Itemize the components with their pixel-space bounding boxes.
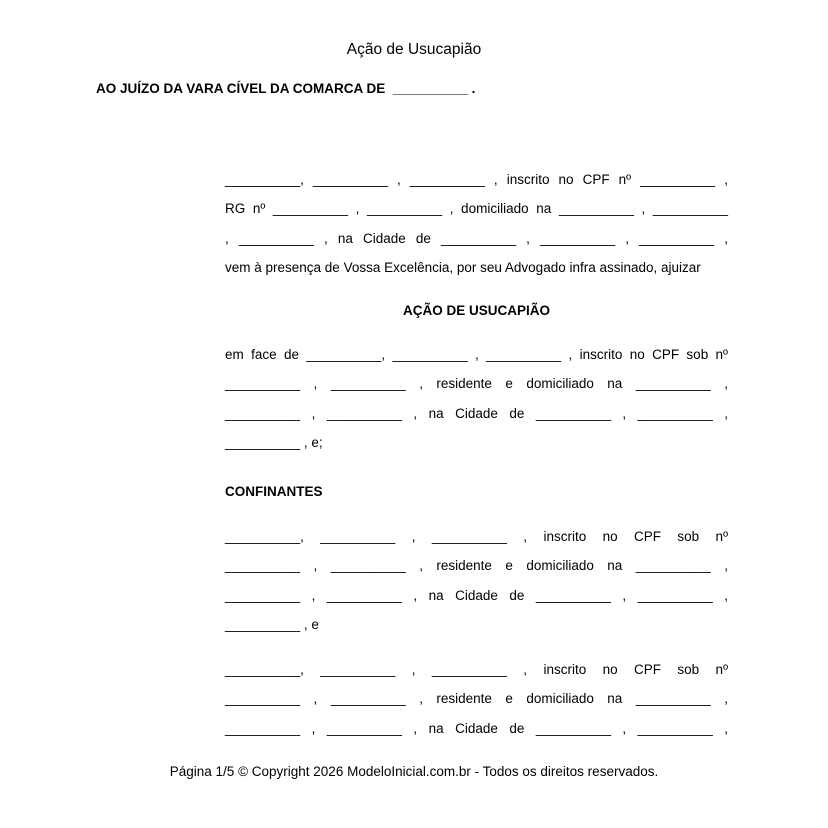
paragraph-line: , __________ , na Cidade de __________ , __________ , __________ ,	[225, 230, 728, 246]
paragraph-line: em face de __________, __________ , __________ , inscrito no CPF sob nº	[225, 347, 728, 362]
confinante-paragraph-1	[225, 522, 728, 640]
paragraph-line: __________ , e	[225, 617, 319, 633]
paragraph-line: vem à presença de Vossa Excelência, por seu Advogado infra assinado, ajuizar	[225, 260, 701, 276]
confinantes-heading: CONFINANTES	[225, 484, 323, 499]
petition-title: AÇÃO DE USUCAPIÃO	[402, 303, 550, 318]
paragraph-line: __________ , __________ , residente e domiciliado na __________ ,	[225, 376, 728, 392]
paragraph-line: __________ , __________ , residente e domiciliado na __________ ,	[225, 691, 728, 707]
paragraph-line: __________ , __________ , residente e domiciliado na __________ ,	[225, 558, 728, 574]
paragraph-line: __________ , __________ , na Cidade de __________ , __________ ,	[225, 405, 728, 421]
paragraph-line: __________, __________ , __________ , inscrito no CPF sob nº	[225, 662, 728, 677]
paragraph-line: __________, __________ , __________ , inscrito no CPF sob nº	[225, 529, 728, 544]
court-heading: AO JUÍZO DA VARA CÍVEL DA COMARCA DE __________ .	[96, 81, 476, 96]
paragraph-line: __________, __________ , __________ , inscrito no CPF nº __________ ,	[225, 172, 728, 187]
paragraph-line: RG nº __________ , __________ , domiciliado na __________ , __________	[225, 201, 728, 217]
page-title: Ação de Usucapião	[346, 41, 482, 58]
page-footer: Página 1/5 © Copyright 2026 ModeloInicial.com.br - Todos os direitos reservados.	[169, 764, 659, 779]
paragraph-line: __________ , __________ , na Cidade de __________ , __________ ,	[225, 720, 728, 736]
defendant-qualification-paragraph	[225, 340, 728, 458]
paragraph-line: __________ , e;	[225, 435, 323, 451]
author-qualification-paragraph	[225, 165, 728, 283]
confinante-paragraph-2	[225, 655, 728, 743]
paragraph-line: __________ , __________ , na Cidade de __________ , __________ ,	[225, 587, 728, 603]
